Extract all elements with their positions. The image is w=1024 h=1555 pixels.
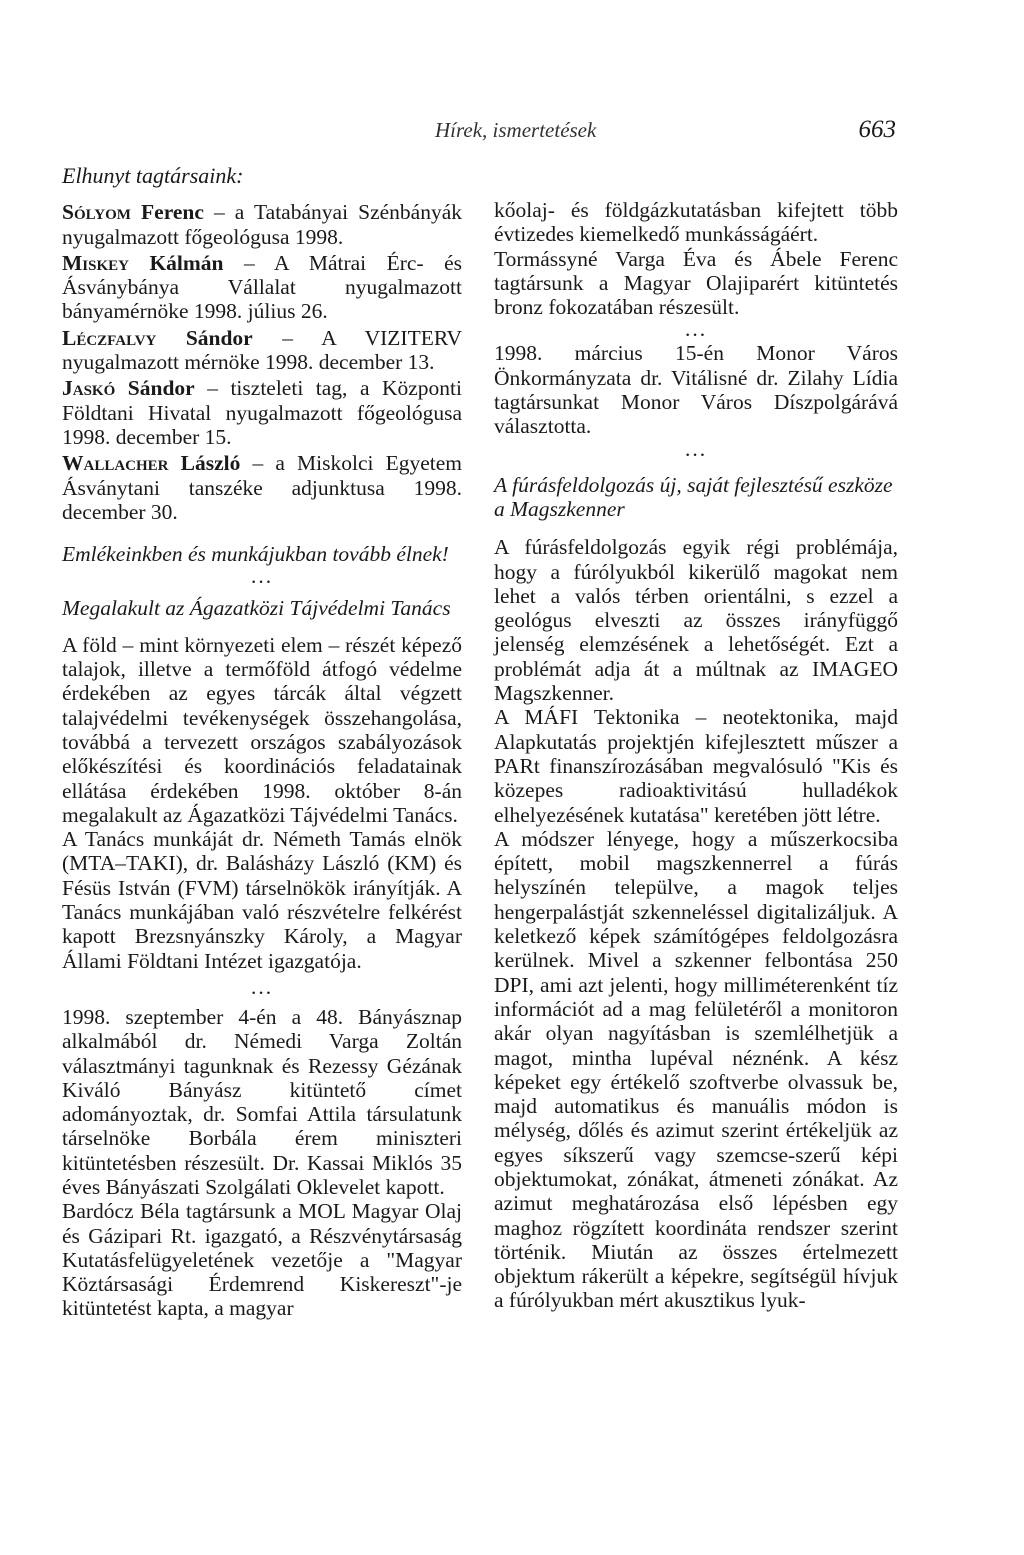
running-title: Hírek, ismertetések (435, 118, 597, 142)
award-paragraph: Tormássyné Varga Éva és Ábele Ferenc tagtársunk a Magyar Olajiparért kitüntetés bronz fokozatában részesült. (494, 246, 898, 320)
obituary-entry: Léczfalvy Sándor – A VIZITERV nyugalmazott mérnöke 1998. december 13. (62, 325, 462, 375)
council-paragraph: A Tanács munkáját dr. Németh Tamás elnök (MTA–TAKI), dr. Balásházy László (KM) és Fésüs István (FVM) társelnökök irányítják. A Tanács munkájában való részvételre felkérést kapott Brezsnyánszky Károly, a Magyar Állami Földtani Intézet igazgatója. (62, 827, 462, 973)
obituary-entry: Wallacher László – a Miskolci Egyetem Ásványtani tanszéke adjunktusa 1998. december 30. (62, 451, 463, 524)
obituary-entry: Sólyom Ferenc – a Tatabányai Szénbányák nyugalmazott főgeológusa 1998. (62, 200, 462, 249)
running-head (0, 118, 1024, 150)
council-heading: Megalakult az Ágazatközi Tájvédelmi Tanács (62, 596, 451, 621)
scanner-paragraph: A MÁFI Tektonika – neotektonika, majd Alapkutatás projektjén kifejlesztett műszer a PARt finanszírozásában megvalósuló "Kis és közepes radioaktivitású hulladékok elhelyezésének kutatása" keretében jött létre. (494, 705, 898, 827)
separator: ... (684, 436, 708, 461)
obituary-list (62, 200, 462, 524)
right-column (494, 198, 898, 1313)
council-paragraph: A föld – mint környezeti elem – részét képező talajok, illetve a termőföld átfogó védelme érdekében az egyes tárcák által végzett talajvédelmi tevékenységek összehangolása, továbbá a tervezett országos szabályozások előkészítési és koordinációs feladatainak ellátása érdekében 1998. október 8-án megalakult az Ágazatközi Tájvédelmi Tanács. (62, 632, 462, 827)
monor-paragraph: 1998. március 15-én Monor Város Önkormányzata dr. Vitálisné dr. Zilahy Lídia tagtársunkat Monor Város Díszpolgárává választotta. (494, 341, 898, 439)
obituary-heading: Elhunyt tagtársaink: (62, 163, 244, 188)
page-number: 663 (858, 116, 896, 143)
continued-paragraph: kőolaj- és földgázkutatásban kifejtett több évtizedes kiemelkedő munkásságáért. (494, 198, 898, 247)
scanner-paragraph: A fúrásfeldolgozás egyik régi problémája, hogy a fúrólyukból kikerülő magokat nem lehet a valós térben orientálni, s ezzel a geológus elveszti az összes irányfüggő jelenség elemzésének a lehetőségét. Ezt a problémát adja át a múltnak az IMAGEO Magszkenner. (494, 535, 898, 706)
left-column (62, 164, 462, 1321)
awards-paragraph: 1998. szeptember 4-én a 48. Bányásznap alkalmából dr. Némedi Varga Zoltán választmányi tagunknak és Rezessy Gézának Kiváló Bányász kitüntető címet adományoztak, dr. Somfai Attila társulatunk társelnöke Borbála érem miniszteri kitüntetésben részesült. Dr. Kassai Miklós 35 éves Bányászati Szolgálati Oklevelet kapott. (62, 1004, 462, 1199)
obituary-entry: Jaskó Sándor – tiszteleti tag, a Központi Földtani Hivatal nyugalmazott főgeológusa 1998. december 15. (62, 376, 463, 449)
awards-paragraph: Bardócz Béla tagtársunk a MOL Magyar Olaj és Gázipari Rt. igazgató, a Részvénytársaság Kutatásfelügyeletének vezetője a "Magyar Köztársasági Érdemrend Kiskereszt"-je kitüntetést kapta, a magyar (62, 1199, 462, 1321)
separator: ... (250, 974, 274, 999)
memorial-line: Emlékeinkben és munkájukban tovább élnek! (62, 542, 449, 567)
separator: ... (684, 317, 708, 342)
scanner-paragraph: A módszer lényege, hogy a műszerkocsiba épített, mobil magszkennerrel a fúrás helyszínén települve, a magok teljes hengerpalástját szkenneléssel digitalizáljuk. A keletkező képek számítógépes feldolgozásra kerülnek. Mivel a szkenner felbontása 250 DPI, ami azt jelenti, hogy milliméterenként tíz információt ad a mag felületéről a monitoron akár olyan nagyításban is szemlélhetjük a magot, mintha lupéval néznénk. A kész képeket egy értékelő szoftverbe olvassuk be, majd automatikus és manuális módon is mélység, dőlés és azimut szerint értékeljük az egyes síkszerű vagy szemcse-szerű képi objektumokat, zónákat, átmeneti zónákat. Az azimut meghatározása első lépésben egy maghoz rögzített koordináta rendszer szerint történik. Miután az összes értelmezett objektum rákerült a képekre, segítségül hívjuk a fúrólyukban mért akusztikus lyuk- (494, 826, 898, 1313)
separator: ... (250, 564, 274, 589)
scanner-heading: A fúrásfeldolgozás új, saját fejlesztésű eszköze a Magszkenner (494, 472, 893, 521)
obituary-entry: Miskey Kálmán – A Mátrai Érc- és Ásványbánya Vállalat nyugalmazott bányamérnöke 1998. július 26. (62, 250, 462, 324)
